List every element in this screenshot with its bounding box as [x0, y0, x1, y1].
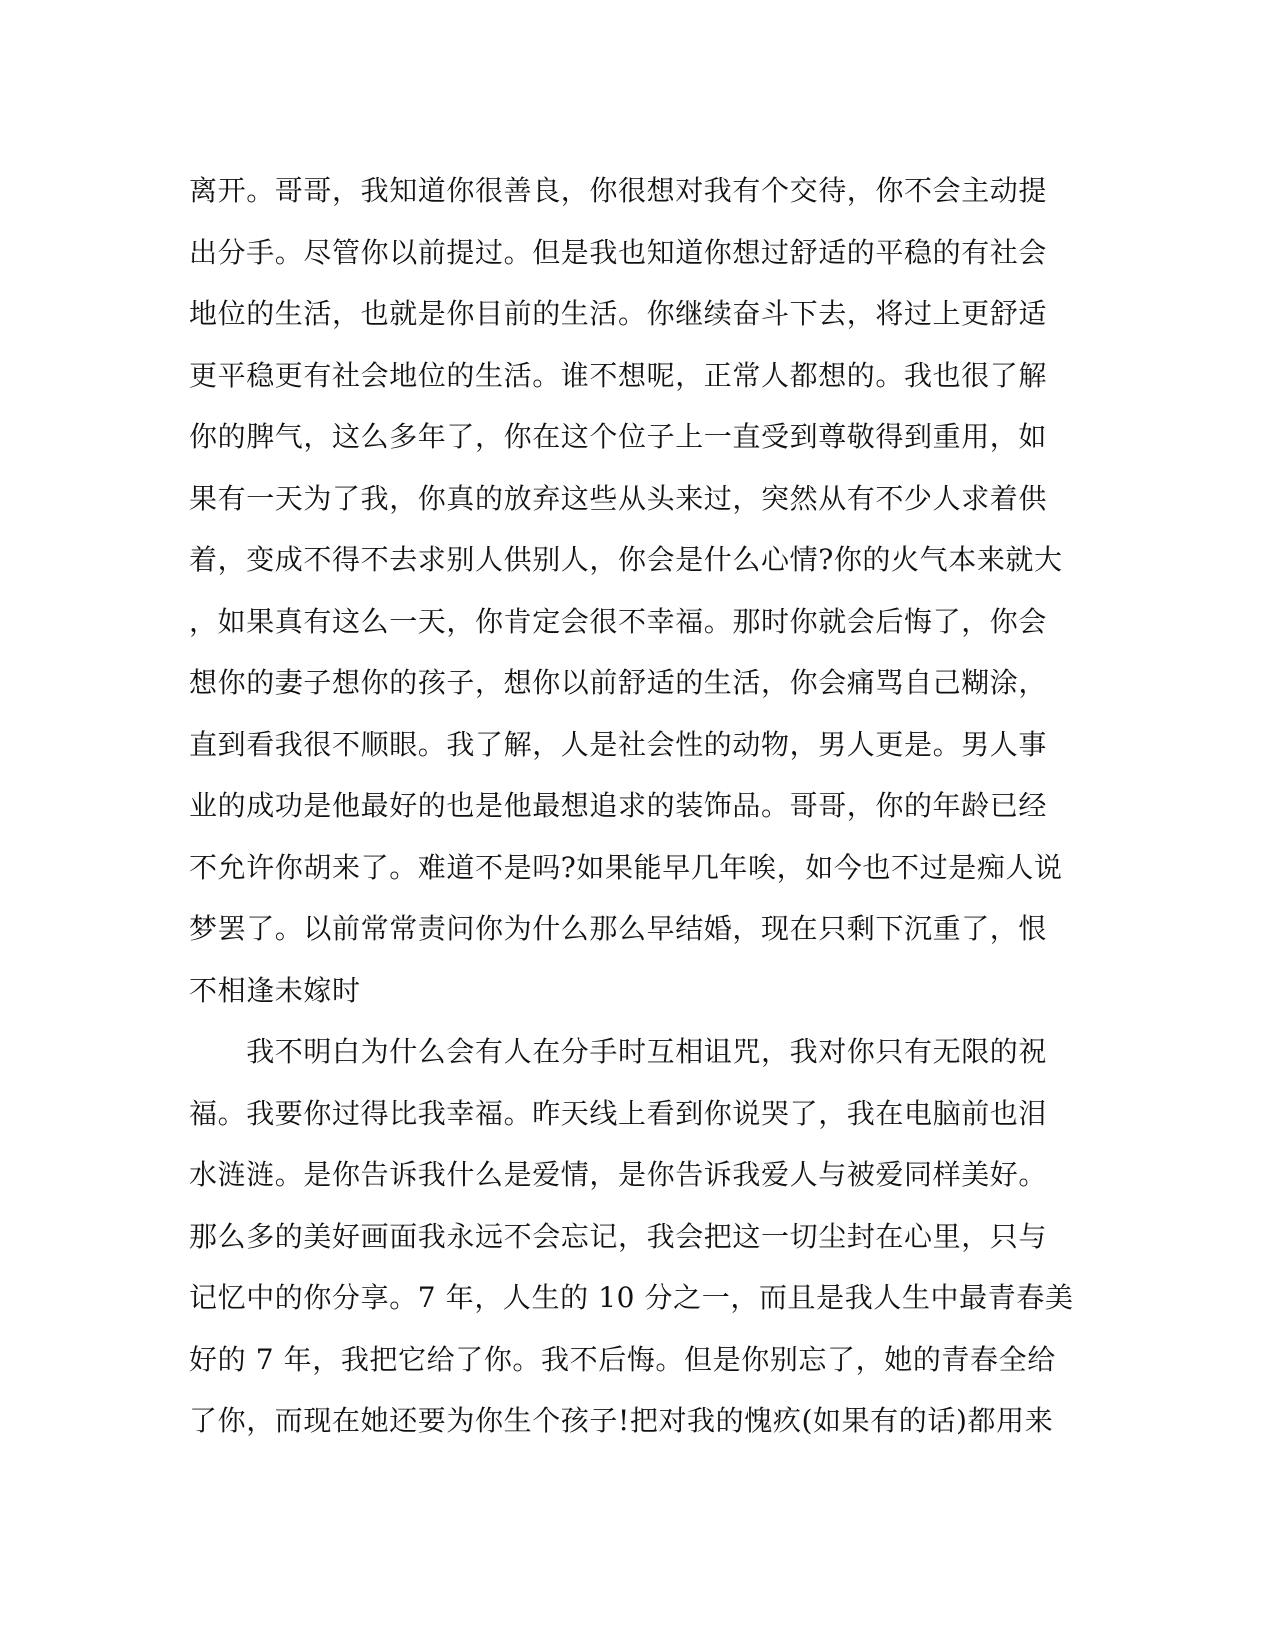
text-line: 出分手。尽管你以前提过。但是我也知道你想过舒适的平稳的有社会 — [189, 235, 1048, 269]
text-line: 地位的生活，也就是你目前的生活。你继续奋斗下去，将过上更舒适 — [189, 297, 1048, 330]
text-line: 福。我要你过得比我幸福。昨天线上看到你说哭了，我在电脑前也泪 — [189, 1096, 1048, 1130]
text-line: 了你，而现在她还要为你生个孩子!把对我的愧疚(如果有的话)都用来 — [189, 1404, 1054, 1437]
text-line: 更平稳更有社会地位的生活。谁不想呢，正常人都想的。我也很了解 — [189, 358, 1048, 392]
body-text — [189, 160, 1089, 1452]
text-line: 想你的妻子想你的孩子，想你以前舒适的生活，你会痛骂自己糊涂， — [189, 666, 1048, 699]
text-line: 记忆中的你分享。7 年，人生的 10 分之一，而且是我人生中最青春美 — [189, 1281, 1074, 1314]
text-line: 离开。哥哥，我知道你很善良，你很想对我有个交待，你不会主动提 — [189, 174, 1048, 207]
text-line: 梦罢了。以前常常责问你为什么那么早结婚，现在只剩下沉重了，恨 — [189, 912, 1048, 945]
text-line: 直到看我很不顺眼。我了解，人是社会性的动物，男人更是。男人事 — [189, 727, 1048, 761]
text-line: ，如果真有这么一天，你肯定会很不幸福。那时你就会后悔了，你会 — [189, 604, 1048, 638]
text-line: 那么多的美好画面我永远不会忘记，我会把这一切尘封在心里，只与 — [189, 1219, 1048, 1253]
text-line: 我不明白为什么会有人在分手时互相诅咒，我对你只有无限的祝 — [189, 1035, 1048, 1068]
text-line: 着，变成不得不去求别人供别人，你会是什么心情?你的火气本来就大 — [189, 543, 1063, 576]
text-line: 水涟涟。是你告诉我什么是爱情，是你告诉我爱人与被爱同样美好。 — [189, 1158, 1048, 1191]
text-line: 不允许你胡来了。难道不是吗?如果能早几年唉，如今也不过是痴人说 — [189, 850, 1063, 884]
text-line: 你的脾气，这么多年了，你在这个位子上一直受到尊敬得到重用，如 — [189, 420, 1048, 453]
text-line: 不相逢未嫁时 — [189, 973, 361, 1007]
text-line: 好的 7 年，我把它给了你。我不后悔。但是你别忘了，她的青春全给 — [189, 1342, 1056, 1376]
text-line: 业的成功是他最好的也是他最想追求的装饰品。哥哥，你的年龄已经 — [189, 789, 1048, 822]
text-line: 果有一天为了我，你真的放弃这些从头来过，突然从有不少人求着供 — [189, 481, 1048, 515]
